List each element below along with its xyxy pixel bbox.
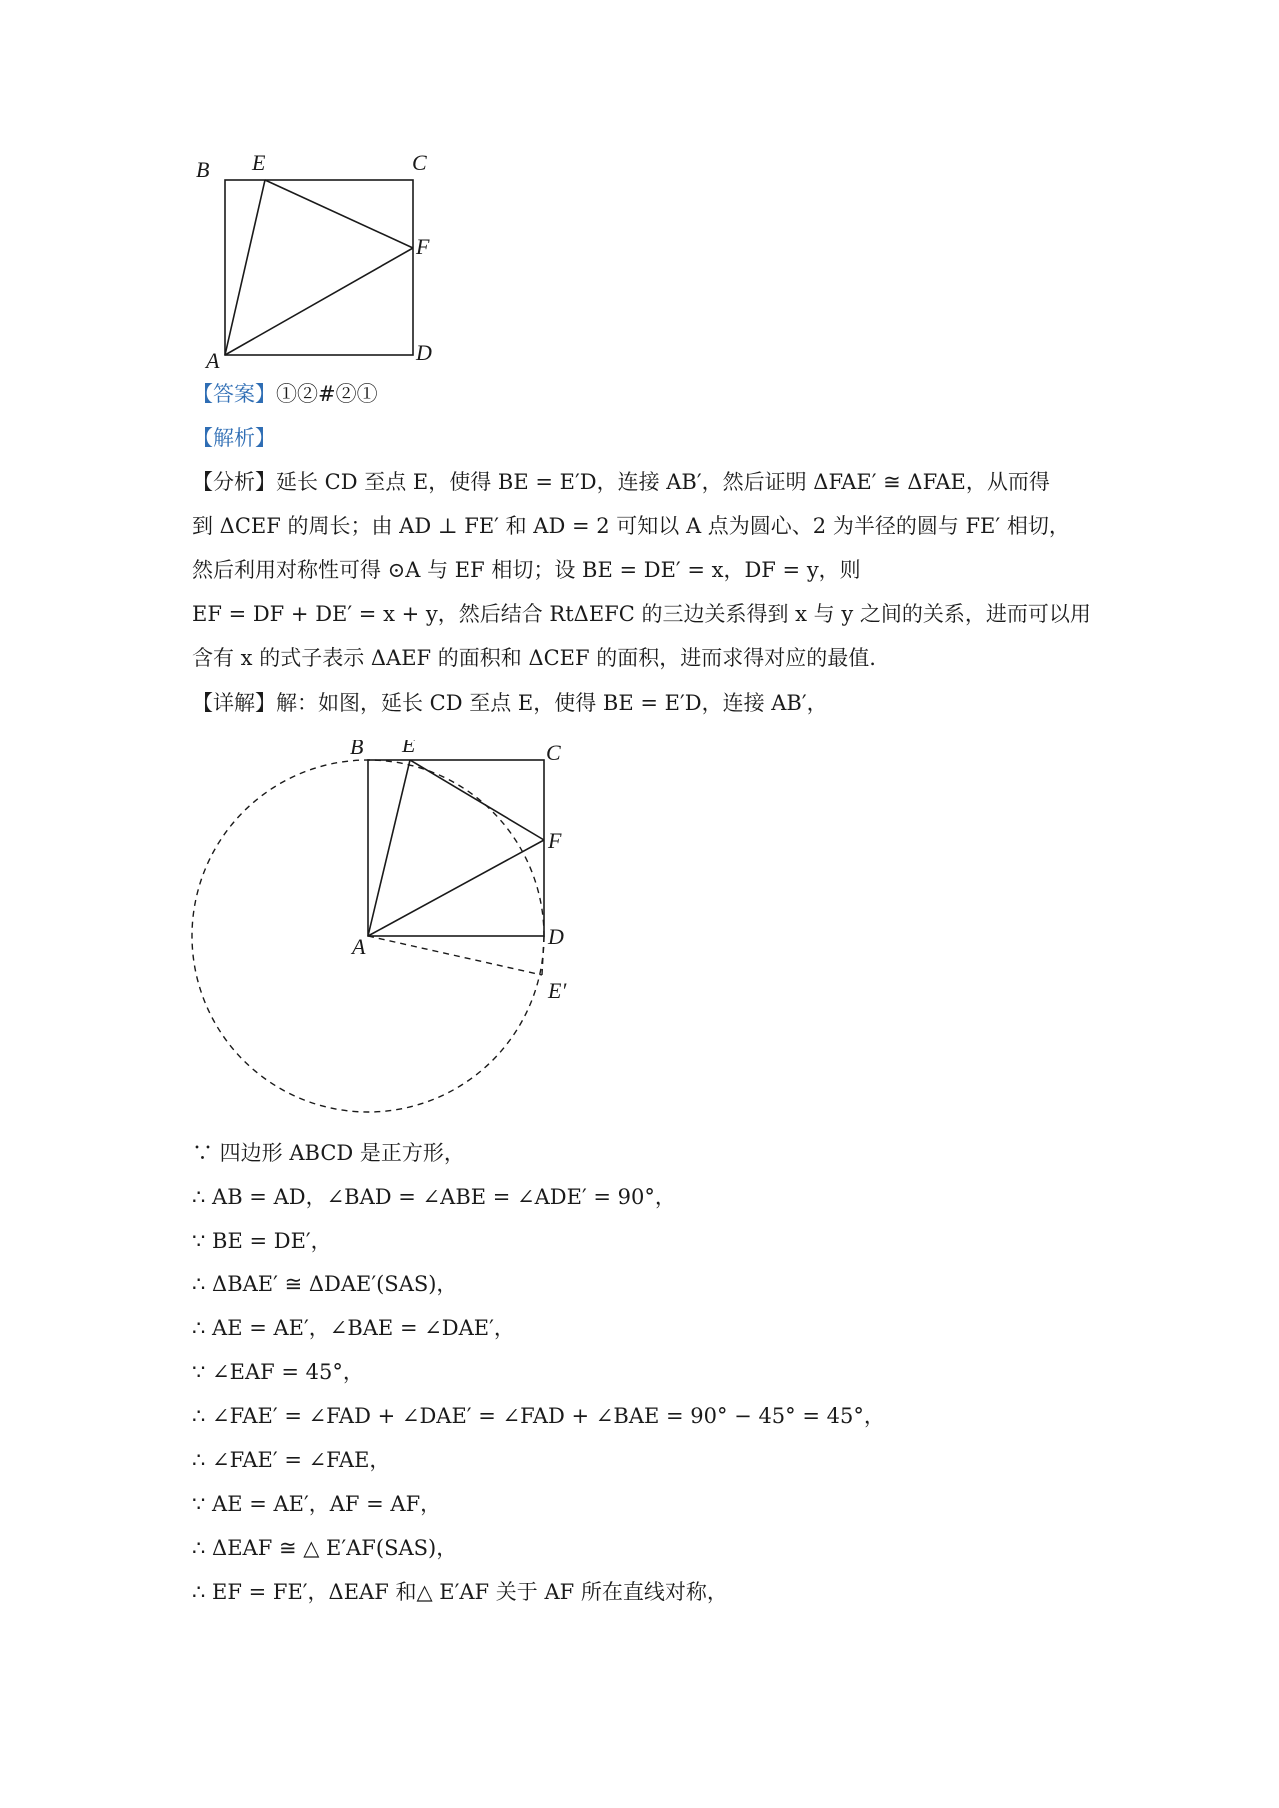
label-a: A — [206, 348, 220, 370]
detail-line — [192, 688, 828, 718]
proof-line-8: ∴ ∠FAE′ = ∠FAE， — [192, 1448, 391, 1472]
proof-line-3: ∵ BE = DE′， — [192, 1229, 332, 1253]
analysis-line-1: 【分析】延长 CD 至点 E，使得 BE = E′D，连接 AB′，然后证明 ΔFAE′ ≅ ΔFAE，从而得 — [192, 470, 1050, 494]
label-e-2: E — [402, 740, 416, 757]
label-f-2: F — [548, 828, 562, 853]
segment-af — [225, 248, 413, 355]
label-d: D — [416, 340, 432, 365]
segment-ef — [265, 180, 413, 248]
square-abcd — [225, 180, 413, 355]
detail-tag: 【详解】 — [192, 691, 276, 715]
analysis-tag: 【解析】 — [192, 426, 276, 450]
segment-ae — [225, 180, 265, 355]
proof-line-6: ∵ ∠EAF = 45°， — [192, 1360, 364, 1384]
analysis-line-3: 然后利用对称性可得 ⊙A 与 EF 相切；设 BE = DE′ = x，DF = y，则 — [192, 558, 861, 582]
figure-square-circle — [190, 740, 590, 1130]
analysis-line-4: EF = DF + DE′ = x + y，然后结合 RtΔEFC 的三边关系得到 x 与 y 之间的关系，进而可以用 — [192, 602, 1091, 626]
segment-de-prime — [542, 936, 544, 975]
label-b: B — [196, 157, 210, 182]
answer-line — [192, 379, 378, 409]
label-a-2: A — [352, 934, 366, 959]
proof-line-9: ∵ AE = AE′，AF = AF， — [192, 1492, 442, 1516]
proof-line-11: ∴ EF = FE′，ΔEAF 和△ E′AF 关于 AF 所在直线对称， — [192, 1580, 728, 1604]
analysis-line-2: 到 ΔCEF 的周长；由 AD ⊥ FE′ 和 AD = 2 可知以 A 点为圆心、2 为半径的圆与 FE′ 相切， — [192, 514, 1070, 538]
label-e: E — [252, 150, 266, 175]
figure-square-triangle — [190, 150, 450, 370]
proof-line-10: ∴ ΔEAF ≅ △ E′AF(SAS)， — [192, 1536, 458, 1560]
proof-line-4: ∴ ΔBAE′ ≅ ΔDAE′(SAS)， — [192, 1272, 458, 1296]
proof-line-1: ∵ 四边形 ABCD 是正方形， — [192, 1141, 465, 1165]
segment-ae-prime — [368, 936, 542, 975]
label-f: F — [416, 234, 430, 259]
label-c: C — [412, 150, 427, 175]
segment-ae-2 — [368, 760, 410, 936]
answer-tag: 【答案】 — [192, 382, 276, 406]
label-e-prime: E′ — [548, 978, 567, 1003]
square-abcd-2 — [368, 760, 544, 936]
segment-ef-2 — [410, 760, 544, 840]
label-d-2: D — [548, 924, 564, 949]
proof-line-2: ∴ AB = AD，∠BAD = ∠ABE = ∠ADE′ = 90°， — [192, 1185, 676, 1209]
proof-line-7: ∴ ∠FAE′ = ∠FAD + ∠DAE′ = ∠FAD + ∠BAE = 90° − 45° = 45°， — [192, 1404, 885, 1428]
label-b-2: B — [350, 740, 364, 759]
detail-text: 解：如图，延长 CD 至点 E，使得 BE = E′D，连接 AB′， — [276, 691, 828, 715]
proof-line-5: ∴ AE = AE′，∠BAE = ∠DAE′， — [192, 1316, 515, 1340]
segment-af-2 — [368, 840, 544, 936]
analysis-line-5: 含有 x 的式子表示 ΔAEF 的面积和 ΔCEF 的面积，进而求得对应的最值. — [192, 646, 876, 670]
label-c-2: C — [546, 740, 561, 765]
answer-text: ①②#②① — [276, 382, 378, 406]
